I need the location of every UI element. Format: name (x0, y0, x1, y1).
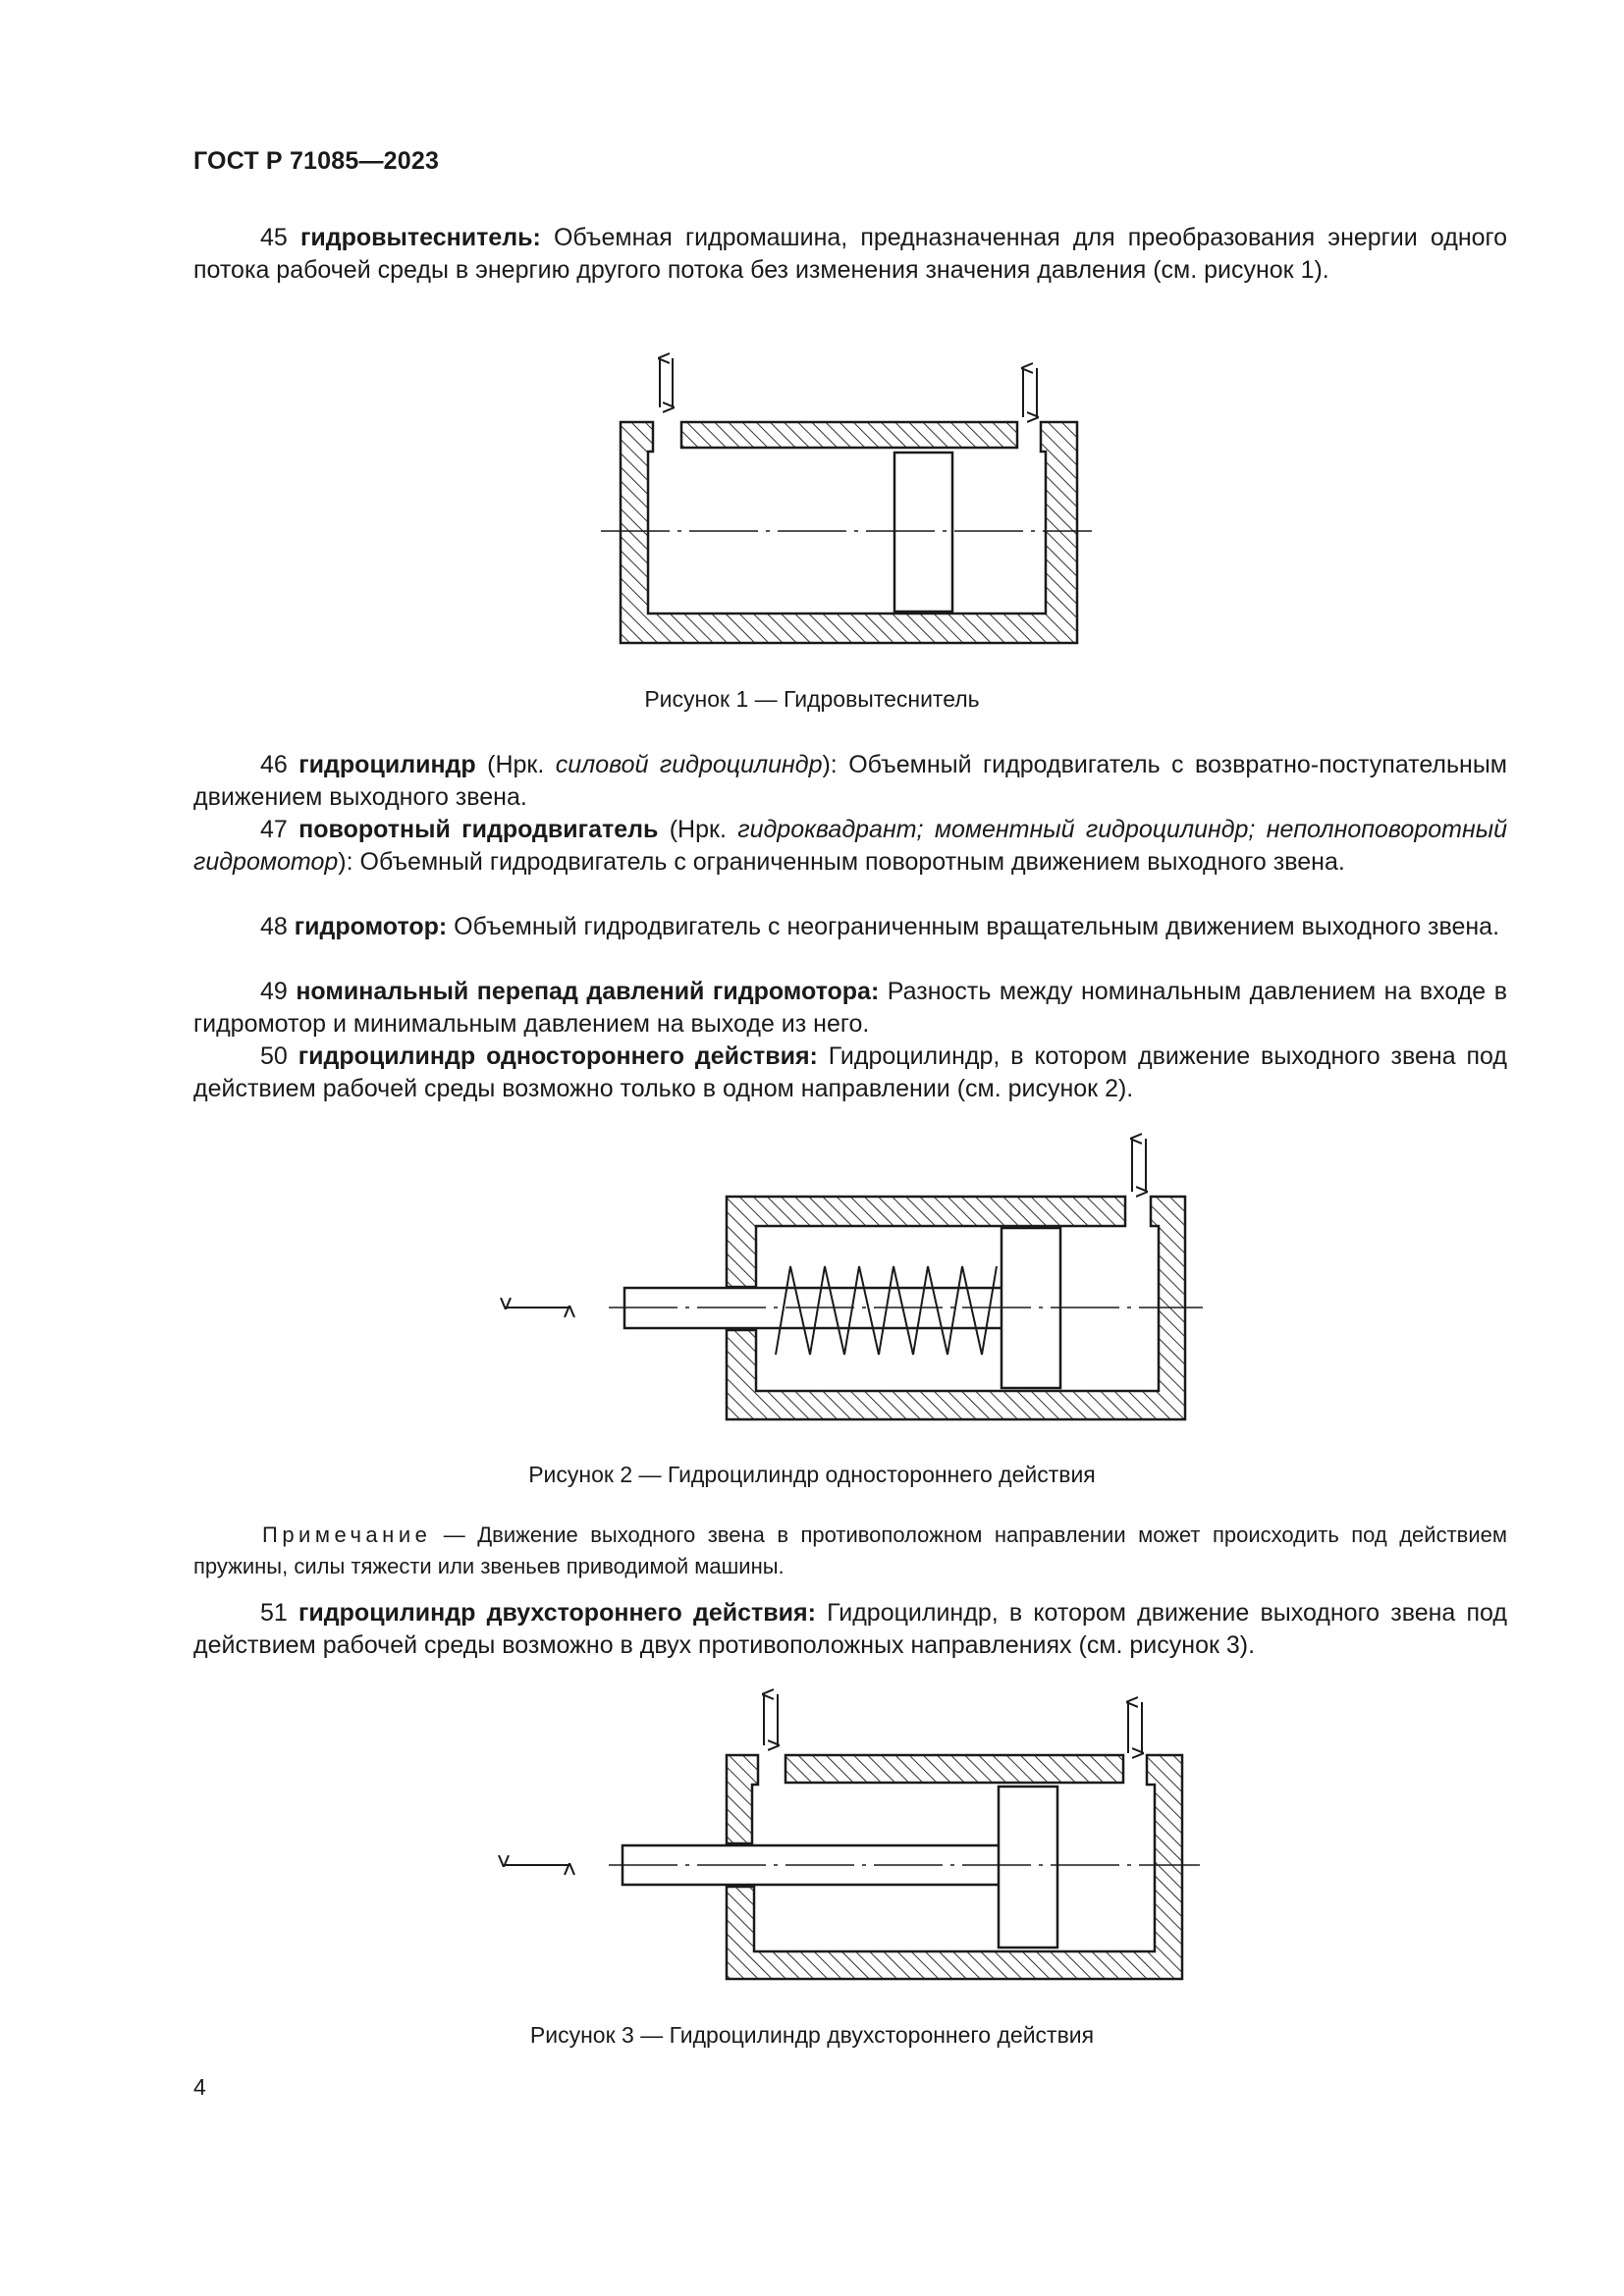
term-45: 45 гидровытеснитель: Объемная гидромашина, предназначенная для преобразования энергии одного потока рабочей среды в энергию другого потока без изменения значения давления (см. рисунок 1). (193, 224, 1507, 284)
note: Примечание — Движение выходного звена в противоположном направлении может происходить под действием пружины, силы тяжести или звеньев приводимой машины. (193, 1522, 1507, 1578)
figure-3-double-acting-cylinder (0, 1688, 1624, 1983)
fig3-left-wall (727, 1755, 758, 1843)
note-label: Примечание (262, 1522, 432, 1547)
term-45-name: гидровытеснитель: (299, 224, 541, 251)
term-48: 48 гидромотор: Объемный гидродвигатель с неограниченным вращательным движением выходного звена. (260, 913, 1500, 940)
term-49: 49 номинальный перепад давлений гидромотора: Разность между номинальным давлением на входе в гидромотор и минимальным давлением на выходе из него. (193, 978, 1507, 1038)
fig1-piston (894, 453, 952, 612)
term-51: 51 гидроцилиндр двухстороннего действия: Гидроцилиндр, в котором движение выходного звена под действием рабочей среды возможно в двух противоположных направлениях (см. рисунок 3). (193, 1599, 1507, 1659)
fig3-piston (999, 1787, 1057, 1948)
term-47: 47 поворотный гидродвигатель (Нрк. гидроквадрант; моментный гидроцилиндр; неполноповоротный гидромотор): Объемный гидродвигатель с ограниченным поворотным движением выходного звена. (193, 816, 1508, 876)
figure-1-caption: Рисунок 1 — Гидровытеснитель (644, 686, 980, 712)
fig1-top-wall (681, 422, 1017, 448)
fig3-top-wall (785, 1755, 1123, 1783)
page-number: 4 (193, 2074, 206, 2100)
figure-3-caption: Рисунок 3 — Гидроцилиндр двухстороннего действия (529, 2022, 1095, 2048)
term-46: 46 гидроцилиндр (Нрк. силовой гидроцилиндр): Объемный гидродвигатель с возвратно-поступательным движением выходного звена. (193, 751, 1507, 811)
document-header: ГОСТ Р 71085—2023 (193, 147, 440, 175)
figure-2-caption: Рисунок 2 — Гидроцилиндр одностороннего действия (528, 1462, 1096, 1487)
term-50: 50 гидроцилиндр одностороннего действия: Гидроцилиндр, в котором движение выходного звена под действием рабочей среды возможно только в одном направлении (см. рисунок 2). (193, 1042, 1507, 1102)
fig1-left-wall (621, 422, 1077, 643)
figure-2-single-acting-cylinder (0, 1129, 1624, 1423)
